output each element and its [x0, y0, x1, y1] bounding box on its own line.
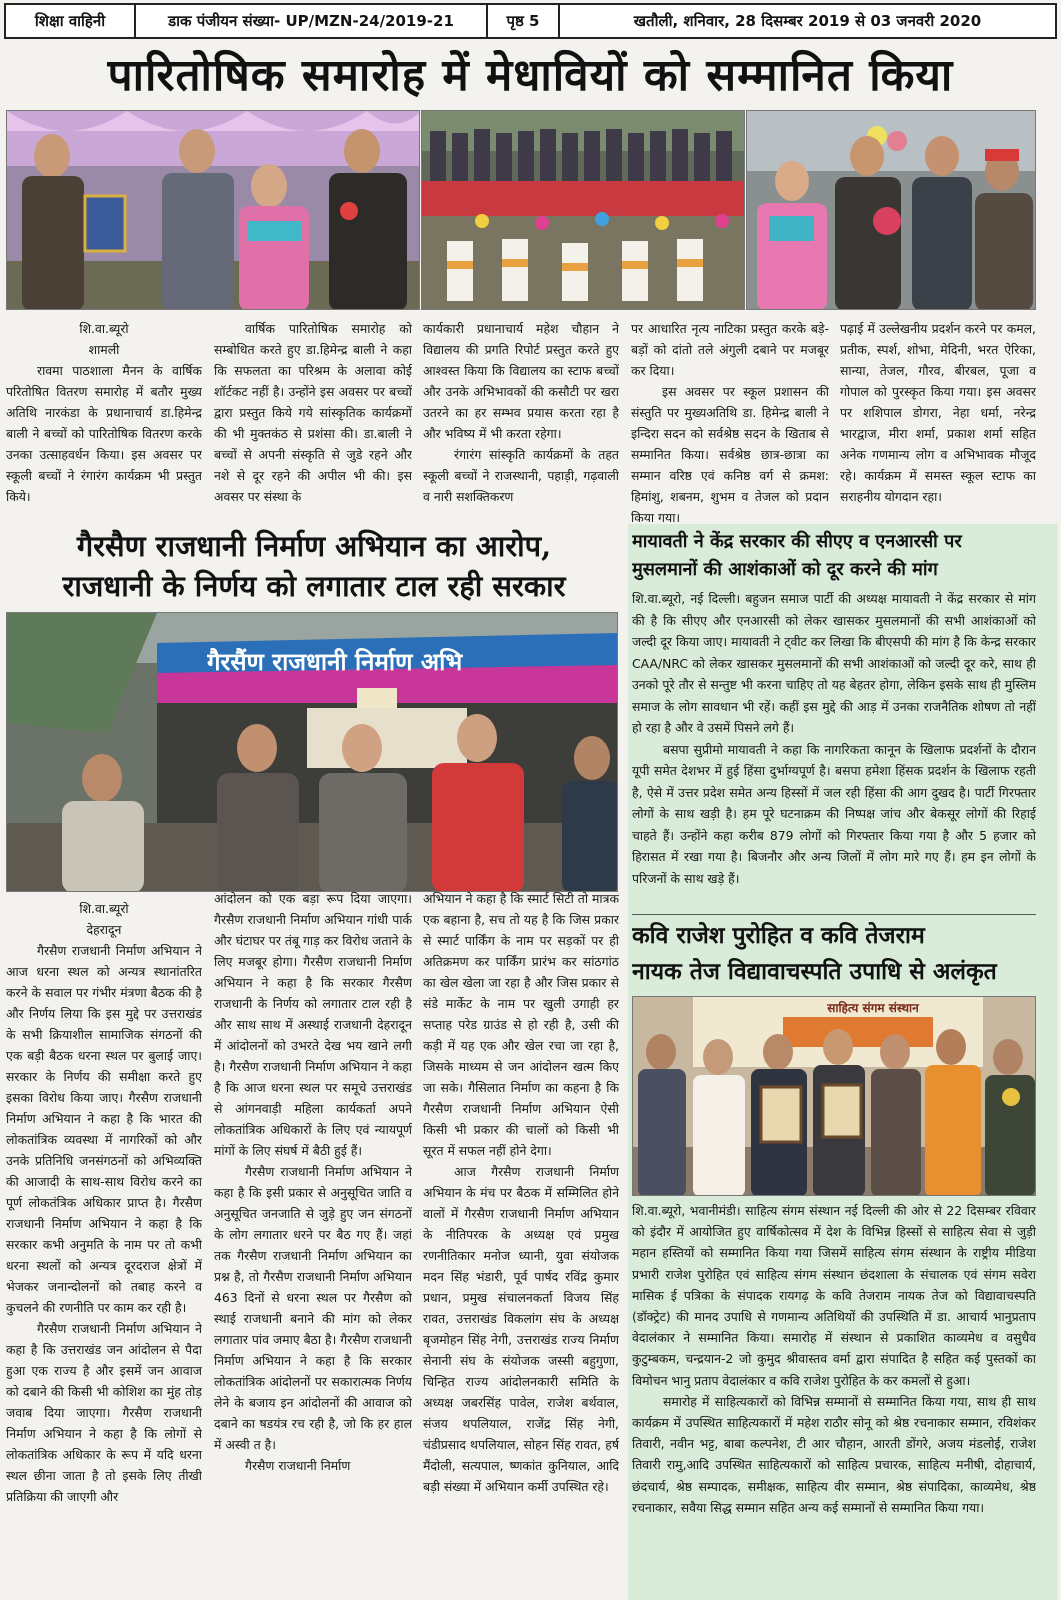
story2-text-col3a: अभियान ने कहा है कि स्मार्ट सिटी तो मात्रक एक बहाना है, सच तो यह है कि जिस प्रकार से स्मार्ट पार्किंग के नाम पर सड़कों पर ही अतिक्रमण कर पार्किंग प्रारंभ कर सांठगांठ का खेल खेला जा रहा है और जिस प्रकार से संडे मार्केट के नाम पर खुली उगाही हर सप्ताह परेड ग्राउंड से हो रही है, उसी की कड़ी में यह एक और खेल रचा जा रहा है, जिसके माध्यम से जन आंदोलन खत्म किए जा सके। गैसिलात निर्माण का कहना है कि गैरसैण राजधानी निर्माण अभियान ऐसी किसी भी प्रकार की चालों को किसी भी सूरत में सफल नहीं होने देगा। [423, 891, 619, 1158]
story4-body [632, 1200, 1036, 1596]
story2-text-col2c: गैरसैण राजधानी निर्माण [245, 1458, 351, 1473]
story1-photo-left [6, 110, 420, 310]
story1-place: शामली [88, 342, 120, 357]
paper-name: शिक्षा वाहिनी [6, 5, 136, 37]
story4-photo [632, 996, 1036, 1196]
page-number: पृष्ठ 5 [488, 5, 560, 37]
registration-number: डाक पंजीयन संख्या- UP/MZN-24/2019-21 [136, 5, 488, 37]
story1-text-col5: पढ़ाई में उल्लेखनीय प्रदर्शन करने पर कमल, प्रतीक, स्पर्श, शोभा, मेदिनी, भरत ऐरिका, सान्या, तेजल, गौरव, बीरबल, पूजा व गोपाल को पुरस्कृत किया गया। इस अवसर पर शशिपाल डोगरा, नेहा धर्मा, नरेन्द्र भारद्वाज, मीरा शर्मा, प्रकाश शर्मा सहित अनेक गणमान्य लोग व अभिभावक मौजूद रहे। कार्यक्रम में समस्त स्कूल स्टाफ का सराहनीय योगदान रहा। [840, 321, 1036, 504]
story1-text-col2: वार्षिक पारितोषिक समारोह को सम्बोधित करते हुए डा.हिमेन्द्र बाली ने कहा कि सफलता का परिश्रम के अलावा कोई शॉर्टकट नहीं है। उन्होंने इस अवसर पर बच्चों द्वारा प्रस्तुत किये गये सांस्कृतिक कार्यक्रमों की भी मुक्तकंठ से प्रशंसा की। डा.बाली ने बच्चों से अपनी संस्कृति से जुडे रहने और नशे से दूर रहने की अपील भी की। इस अवसर पर संस्था के [214, 321, 412, 504]
story1-column-1 [6, 318, 202, 524]
story3-headline [632, 528, 1052, 586]
story3-paragraph-1: शि.वा.ब्यूरो, नई दिल्ली। बहुजन समाज पार्टी की अध्यक्ष मायावती ने केंद्र सरकार से मांग की है कि सीएए और एनआरसी को लेकर खासकर मुसलमानों की सभी आशंकाओं को जल्दी दूर किया जाए। मायावती ने ट्वीट कर लिखा कि बीएसपी की मांग है कि केन्द्र सरकार CAA/NRC को लेकर खासकर मुसलमानों की सभी आशंकाओं को जल्दी दूर करे, साथ ही उनको पूरे तौर से सन्तुष्ट भी करना चाहिए तो यह बेहतर होगा, लेकिन इसके साथ ही मुस्लिम समाज के लोग सावधान भी रहें। कहीं इस मुद्दे की आड़ में उनका राजनैतिक शोषण तो नहीं हो रहा है और वे उसमें पिसने लगे हैं। [632, 591, 1036, 735]
story3-body [632, 588, 1036, 914]
story2-text-col1b: गैरसैण राजधानी निर्माण अभियान ने कहा है कि उत्तराखंड जन आंदोलन से पैदा हुआ एक राज्य है और इसमें जन आवाज को दबाने की किसी भी कोशिश का मुंह तोड़ जवाब दिया जाएगा। गैरसैण राजधानी निर्माण अभियान ने कहा है कि लोगों से लोकतांत्रिक अधिकार के रूप में यदि धरना स्थल छीना जाता है तो इसके लिए तीखी प्रतिक्रिया की जाएगी और [6, 1321, 202, 1504]
story1-text-col1: रावमा पाठशाला मैनन के वार्षिक परितोषित वितरण समारोह में बतौर मुख्य अतिथि नारकंडा के प्रधानाचार्य डा.हिमेन्द्र बाली ने बच्चों को पारितोषिक वितरण करके उनका उत्साहवर्धन किया। इस अवसर पर स्कूली बच्चों ने रंगारंग कार्यक्रम भी प्रस्तुत किये। [6, 363, 202, 504]
story2-banner-text: गैरसैंण राजधानी निर्माण अभि [207, 647, 463, 676]
story2-headline-line2: राजधानी के निर्णय को लगातार टाल रही सरकार [62, 569, 566, 603]
story4-headline-line1: कवि राजेश पुरोहित व कवि तेजराम [632, 922, 925, 949]
story1-photo-center [421, 110, 745, 310]
story2-photo [6, 612, 618, 892]
story4-banner-text: साहित्य संगम संस्थान [827, 1001, 919, 1015]
story4-paragraph-2: समारोह में साहित्यकारों को विभिन्न सम्मानों से सम्मानित किया गया, साथ ही साथ कार्यक्रम में उपस्थित साहित्यकारों में महेश राठौर सोनू को श्रेष्ठ रचनाकार सम्मान, रविशंकर तिवारी, नवीन भट्ट, बाबा कल्पनेश, टी आर चौहान, आरती डोंगरे, अजय मंडलोई, राजेश तिवारी रामु,आदि उपस्थित साहित्यकारों को साहित्य प्रचारक, साहित्य मनीषी, दोहाचार्य, छंदचार्य, श्रेष्ठ सम्पादक, समीक्षक, साहित्य वीर सम्मान, श्रेष्ठ संपादिका, काव्यमेध, श्रेष्ठ रचनाकार, सवैया सिद्ध सम्मान सहित अन्य कई सम्मानों से सम्मानित किया गया। [632, 1393, 1036, 1515]
issue-dateline: खतौली, शनिवार, 28 दिसम्बर 2019 से 03 जनवरी 2020 [633, 12, 982, 30]
story4-headline-line2: नायक तेज विद्यावाचस्पति उपाधि से अलंकृत [632, 958, 997, 985]
story1-column-3 [423, 318, 619, 524]
story2-place: देहरादून [86, 922, 122, 937]
page-header [4, 3, 1057, 39]
story1-byline: शि.वा.ब्यूरो [79, 321, 129, 336]
story2-headline [4, 526, 624, 608]
story4-headline [632, 918, 1052, 992]
story1-text-col4b: इस अवसर पर स्कूल प्रशासन की संस्तुति पर मुख्यअतिथि डा. हिमेन्द्र बाली ने इन्दिरा सदन को सर्वश्रेष्ठ सदन के खिताब से सम्मानित किया। सर्वश्रेष्ठ छात्र-छात्रा का सम्मान वरिष्ठ एवं कनिष्ठ वर्ग से क्रमश: हिमांशु, शबनम, शुभम व तेजल को प्रदान किया गया। [631, 384, 829, 524]
story2-text-col1a: गैरसैण राजधानी निर्माण अभियान ने आज धरना स्थल को अन्यत्र स्थानांतरित करने के सवाल पर गंभीर मंत्रणा बैठक की है और निर्णय लिया कि इस मुद्दे पर उत्तराखंड के सभी क्रियाशील सामाजिक संगठनों की एक बड़ी बैठक धरना स्थल पर बुलाई जाए। सरकार के निर्णय की समीक्षा करते हुए इसका विरोध किया जाए। गैरसैण राजधानी निर्माण अभियान ने कहा है कि भारत की लोकतांत्रिक व्यवस्था में नागरिकों को और उनके प्रतिनिधि जनसंगठनों को अभिव्यक्ति की आजादी के साथ-साथ विरोध करने का पूर्ण लोकतंत्रिक अधिकार प्राप्त है। गैरसैण राजधानी निर्माण अभियान ने कहा है कि सरकार कभी अनुमति के नाम पर तो कभी धरना स्थलों को अन्यत्र दूरदराज क्षेत्रों में भेजकर जनान्दोलनों को तबाह करने व कुचलने की रणनीति पर काम कर रही है। [6, 943, 202, 1315]
story2-byline: शि.वा.ब्यूरो [79, 901, 129, 916]
story4-paragraph-1: शि.वा.ब्यूरो, भवानीमंडी। साहित्य संगम संस्थान नई दिल्ली की ओर से 22 दिसम्बर रविवार को इंदौर में आयोजित हुए वार्षिकोत्सव में देश के विभिन्न हिस्सों से साहित्य सेवा से जुड़ी महान हस्तियों को सम्मानित किया गया जिसमें साहित्य संगम संस्थान के राष्ट्रीय मीडिया प्रभारी राजेश पुरोहित एवं साहित्य संगम संस्थान छंदशाला के संचालक एवं संगम सवेरा मासिक ई पत्रिका के संपादक रायगढ़ के कवि तेजराम नायक तेज को विद्यावाचस्पति (डॉक्ट्रेट) की मानद उपाधि से गणमान्य अतिथियों की उपस्थिति में डा. आचार्य भानुप्रताप वेदालंकार ने सम्मानित किया। समारोह में संस्थान से प्रकाशित काव्यमेध व वसुधैव कुटुम्बकम, चन्द्रयान-2 जो कुमुद श्रीवास्तव वर्मा द्वारा संपादित है सहित कई पुस्तकों का विमोचन भानु प्रताप वेदालंकार व कवि राजेश पुरोहित के कर कमलों से हुआ। [632, 1203, 1036, 1388]
story3-paragraph-2: बसपा सुप्रीमो मायावती ने कहा कि नागरिकता कानून के खिलाफ प्रदर्शनों के दौरान यूपी समेत देशभर में हुई हिंसा दुर्भाग्यपूर्ण है। बसपा हमेशा हिंसक प्रदर्शन के खिलाफ रहती है, ऐसे में उत्तर प्रदेश समेत अन्य हिस्सों में जल रही हिंसा की आग दुखद है। पार्टी गिरफ्तार लोगों के साथ खड़ी है। हम पूरे घटनाक्रम की निष्पक्ष जांच और बेकसूर लोगों की रिहाई चाहते हैं। उन्होंने कहा करीब 879 लोगों को गिरफ्तार किया गया है और 5 हजार को हिरासत में रखा गया है। बिजनौर और अन्य जिलों में लोग मारे गए हैं। हम इन लोगों के परिजनों के साथ खड़े हैं। [632, 741, 1036, 886]
story3-headline-line2: मुसलमानों की आशंकाओं को दूर करने की मांग [632, 559, 938, 580]
story3-headline-line1: मायावती ने केंद्र सरकार की सीएए व एनआरसी पर [632, 531, 962, 552]
story1-headline: पारितोषिक समारोह में मेधावियों को सम्मानित किया [107, 50, 954, 101]
story1-text-col3a: कार्यकारी प्रधानाचार्य महेश चौहान ने विद्यालय की प्रगति रिपोर्ट प्रस्तुत करते हुए आश्वस्त किया कि विद्यालय का स्टाफ बच्चों और उनके अभिभावकों की कसौटी पर खरा उतरने का हर सम्भव प्रयास करता रहा है और भविष्य में भी करता रहेगा। [423, 321, 619, 441]
story2-column-3 [423, 888, 619, 1598]
story2-text-col2a: आंदोलन को एक बड़ा रूप दिया जाएगा। गैरसैण राजधानी निर्माण अभियान गांधी पार्क और घंटाघर पर तंबू गाड़ कर विरोध जताने के लिए मजबूर होगा। गैरसैण राजधानी निर्माण अभियान ने कहा है कि सरकार गैरसैण राजधानी के निर्णय को लगातार टाल रही है और साथ साथ में अस्थाई राजधानी देहरादून में आंदोलनों को उभरते देख भय खाने लगी है। गैरसैण राजधानी निर्माण अभियान ने कहा है कि आज धरना स्थल पर समूचे उत्तराखंड से आंगनवाड़ी महिला कार्यकर्ता अपने लोकतांत्रिक अधिकारों के लिए एवं न्यायपूर्ण मांगों के लिए संघर्ष में बैठी हुई हैं। [214, 891, 412, 1158]
story2-headline-line1: गैरसैण राजधानी निर्माण अभियान का आरोप, [76, 529, 552, 563]
story2-column-2 [214, 888, 412, 1598]
story1-text-col4a: पर आधारित नृत्य नाटिका प्रस्तुत करके बड़े-बड़ों को दांतो तले अंगुली दबाने पर मजबूर कर दिया। [631, 321, 829, 378]
story2-text-col3b: आज गैरसैण राजधानी निर्माण अभियान के मंच पर बैठक में सम्मिलित होने वालों में गैरसैण राजधानी निर्माण अभियान के नीतिपरक के अध्यक्ष एवं प्रमुख रणनीतिकार मनोज ध्यानी, युवा संयोजक मदन सिंह भंडारी, पूर्व पार्षद रविंद्र कुमार प्रधान, प्रमुख संचालनकर्ता विजय सिंह रावत, उत्तराखंड विकलांग संघ के अध्यक्ष बृजमोहन सिंह नेगी, उत्तराखंड राज्य निर्माण सेनानी संघ के संयोजक जस्सी बहुगुणा, चिन्हित राज्य आंदोलनकारी समिति के अध्यक्ष जबरसिंह पावेल, राजेश बर्थवाल, संजय थपलियाल, राजेंद्र सिंह नेगी, चंडीप्रसाद थपलियाल, सोहन सिंह रावत, हर्ष मैंदोली, सत्यपाल, ष्णकांत कुनियाल, आदि बड़ी संख्या में अभियान कर्मी उपस्थित रहे। [423, 1164, 619, 1494]
story1-photo-right [746, 110, 1036, 310]
story2-column-1 [6, 898, 202, 1598]
story1-column-5 [840, 318, 1036, 524]
story1-text-col3b: रंगारंग सांस्कृति कार्यक्रमों के तहत स्कूली बच्चों ने राजस्थानी, पहाड़ी, गढ़वाली व नारी सशक्तिकरण [423, 447, 619, 504]
story3-divider [632, 914, 1036, 915]
story2-text-col2b: गैरसैण राजधानी निर्माण अभियान ने कहा है कि इसी प्रकार से अनुसूचित जाति व अनुसूचित जनजाति से जुड़े हुए जन संगठनों के लोग लगातार धरने पर बैठ गए हैं। जहां तक गैरसैण राजधानी निर्माण अभियान का प्रश्न है, तो गैरसैण राजधानी निर्माण अभियान 463 दिनों से धरना स्थल पर गैरसैण को स्थाई राजधानी बनाने की मांग को लेकर लगातार पांव जमाए बैठा है। गैरसैण राजधानी निर्माण अभियान ने कहा है कि सरकार लोकतांत्रिक आंदोलनों पर सकारात्मक निर्णय लेने के बजाय इन आंदोलनों की आवाज को दबाने का षडयंत्र रच रही है, जो कि हर हाल में अस्वी त है। [214, 1164, 412, 1452]
story1-column-2 [214, 318, 412, 524]
story1-column-4 [631, 318, 829, 524]
